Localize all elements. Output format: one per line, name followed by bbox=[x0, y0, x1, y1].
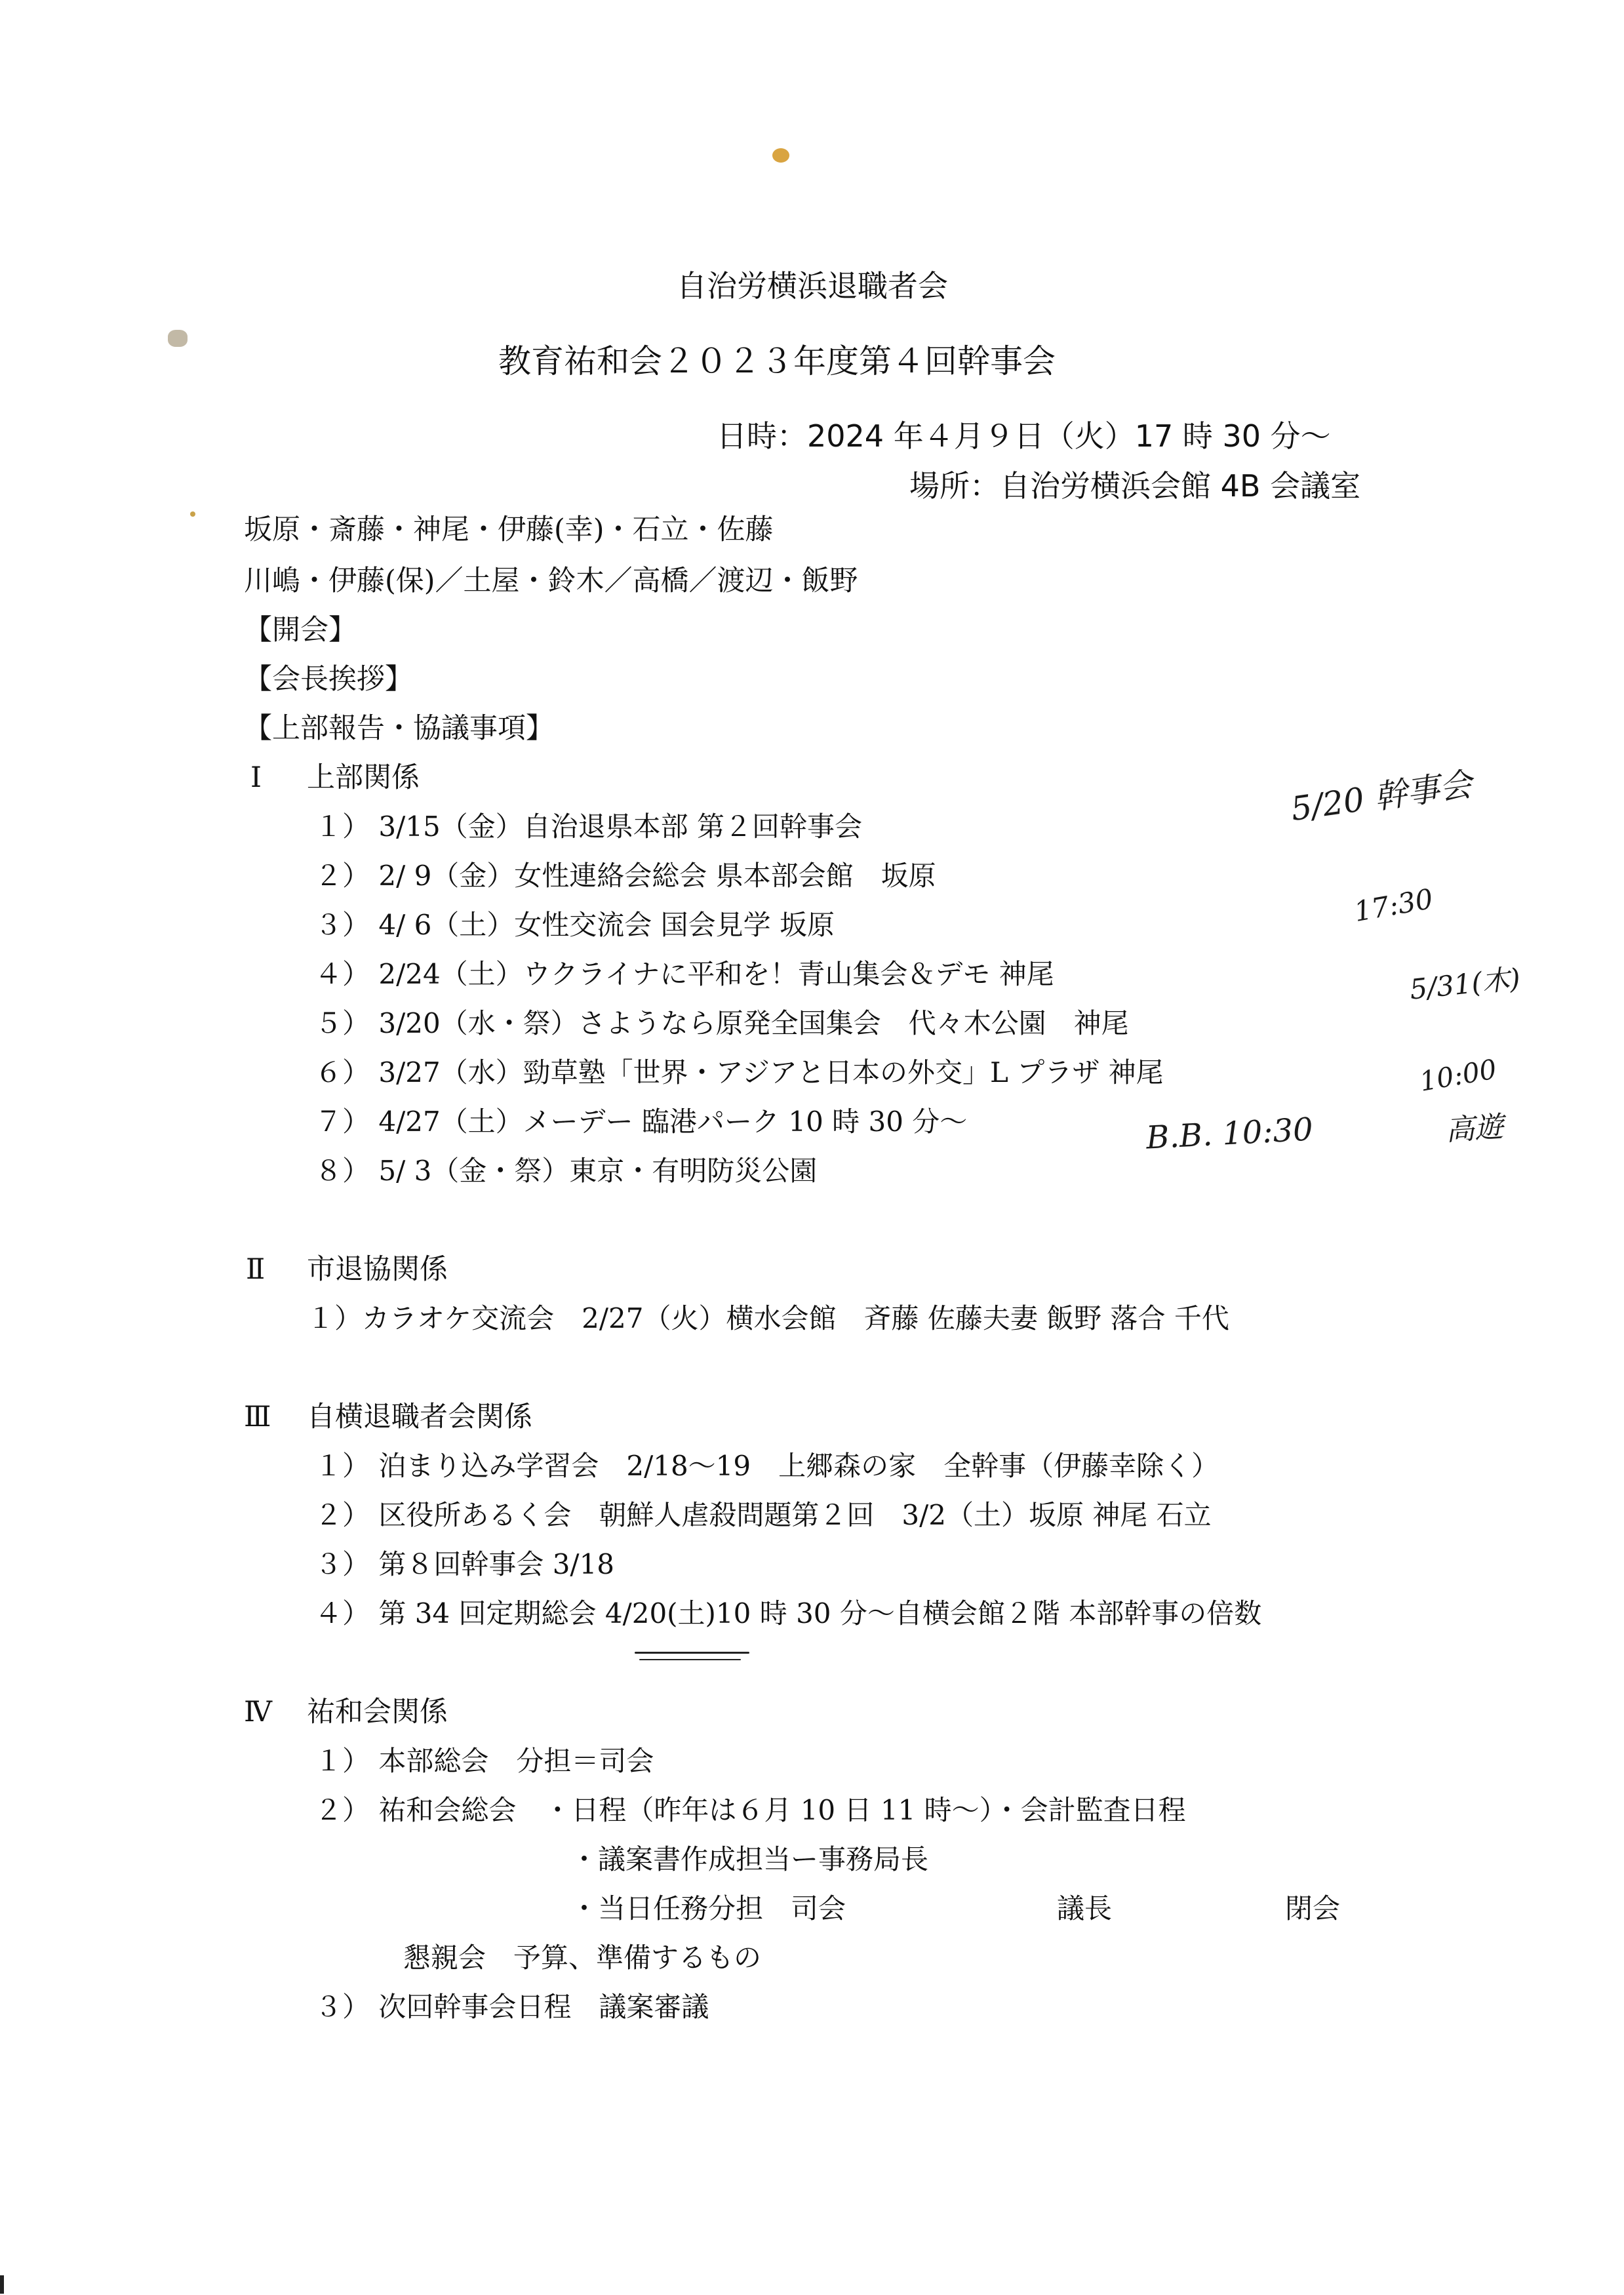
scan-edge-mark bbox=[0, 2275, 4, 2294]
handwritten-note: 高遊 bbox=[1444, 1109, 1505, 1148]
section-4-title: 祐和会関係 bbox=[307, 1696, 448, 1728]
organization-name: 自治労横浜退職者会 bbox=[677, 268, 948, 304]
stain-mark bbox=[168, 330, 188, 347]
hand-underline bbox=[639, 1659, 741, 1660]
section-1-numeral: Ⅰ bbox=[250, 761, 262, 794]
section-4-subitem: 懇親会 予算、準備するもの bbox=[403, 1942, 762, 1974]
stain-mark bbox=[190, 511, 195, 517]
section-3-numeral: Ⅲ bbox=[244, 1401, 271, 1433]
attendees-line-1: 坂原・斎藤・神尾・伊藤(幸)・石立・佐藤 bbox=[244, 513, 774, 546]
section-1-item: ４） 2/24（土）ウクライナに平和を！青山集会＆デモ 神尾 bbox=[315, 958, 1054, 990]
section-3-item: １） 泊まり込み学習会 2/18〜19 上郷森の家 全幹事（伊藤幸除く） bbox=[315, 1450, 1219, 1482]
section-3-title: 自横退職者会関係 bbox=[307, 1401, 532, 1433]
heading-chair-greeting: 【会長挨拶】 bbox=[244, 663, 413, 696]
handwritten-note: 5/20 幹事会 bbox=[1288, 765, 1475, 829]
section-3-item: ２） 区役所あるく会 朝鮮人虐殺問題第２回 3/2（土）坂原 神尾 石立 bbox=[315, 1499, 1212, 1531]
section-1-item: １） 3/15（金）自治退県本部 第２回幹事会 bbox=[315, 810, 863, 843]
section-1-item: ６） 3/27（水）勁草塾「世界・アジアと日本の外交」L プラザ 神尾 bbox=[315, 1056, 1164, 1088]
section-1-item: ５） 3/20（水・祭）さようなら原発全国集会 代々木公園 神尾 bbox=[315, 1007, 1129, 1039]
section-1-item: ７） 4/27（土）メーデー 臨港パーク 10 時 30 分〜 bbox=[315, 1106, 968, 1138]
meeting-venue: 場所：自治労横浜会館 4B 会議室 bbox=[909, 468, 1361, 504]
section-3-item: ３） 第８回幹事会 3/18 bbox=[315, 1548, 615, 1580]
meeting-title: 教育祐和会２０２３年度第４回幹事会 bbox=[498, 342, 1056, 380]
handwritten-note: 17:30 bbox=[1351, 882, 1436, 928]
section-4-subitem: ・当日任務分担 司会 bbox=[570, 1892, 846, 1925]
attendees-line-2: 川嶋・伊藤(保)／土屋・鈴木／高橋／渡辺・飯野 bbox=[244, 565, 858, 597]
hand-underline bbox=[635, 1652, 749, 1654]
section-4-subitem: ・議案書作成担当ー事務局長 bbox=[570, 1843, 929, 1875]
handwritten-note: B.B. 10:30 bbox=[1145, 1111, 1314, 1157]
section-2-title: 市退協関係 bbox=[307, 1253, 448, 1286]
section-1-item: ２） 2/ 9（金）女性連絡会総会 県本部会館 坂原 bbox=[315, 860, 936, 892]
section-2-numeral: Ⅱ bbox=[246, 1253, 266, 1286]
section-3-item: ４） 第 34 回定期総会 4/20(土)10 時 30 分〜自横会館２階 本部幹事の倍数 bbox=[315, 1597, 1262, 1629]
heading-reports: 【上部報告・協議事項】 bbox=[244, 712, 554, 745]
section-1-item: ８） 5/ 3（金・祭）東京・有明防災公園 bbox=[315, 1155, 818, 1187]
section-4-item: １） 本部総会 分担＝司会 bbox=[315, 1745, 654, 1777]
section-1-title: 上部関係 bbox=[307, 761, 420, 794]
handwritten-note: 10:00 bbox=[1417, 1053, 1499, 1098]
handwritten-note: 5/31(木) bbox=[1408, 962, 1522, 1006]
section-4-numeral: Ⅳ bbox=[244, 1696, 272, 1728]
meeting-datetime: 日時：2024 年４月９日（火）17 時 30 分〜 bbox=[717, 418, 1331, 454]
section-4-closing-role: 閉会 bbox=[1285, 1892, 1341, 1925]
section-4-item: ２） 祐和会総会 ・日程（昨年は６月 10 日 11 時〜）・会計監査日程 bbox=[315, 1794, 1186, 1826]
section-2-item: １）カラオケ交流会 2/27（火）横水会館 斉藤 佐藤夫妻 飯野 落合 千代 bbox=[307, 1302, 1229, 1334]
stain-mark bbox=[772, 148, 789, 163]
section-4-chair-role: 議長 bbox=[1057, 1892, 1113, 1925]
section-1-item: ３） 4/ 6（土）女性交流会 国会見学 坂原 bbox=[315, 909, 835, 941]
heading-opening: 【開会】 bbox=[244, 614, 357, 647]
section-4-item: ３） 次回幹事会日程 議案審議 bbox=[315, 1991, 709, 2023]
